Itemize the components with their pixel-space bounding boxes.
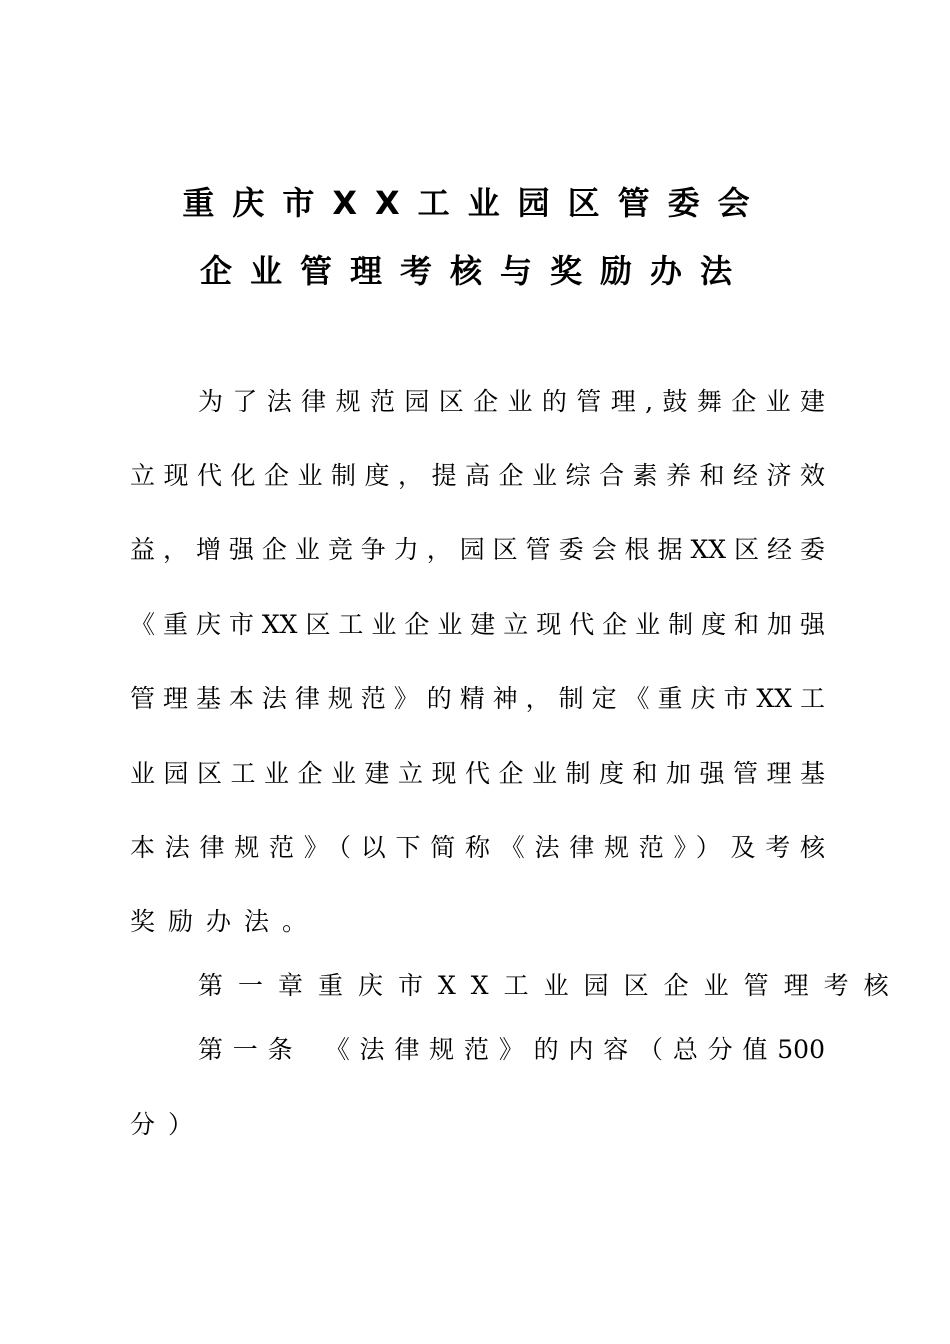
article-line: 分） [130, 1110, 207, 1139]
document-title-line-2: 企业管理考核与奖励办法 [199, 252, 750, 290]
article-line: 第一条 《法律规范》的内容（总分值500 [198, 1035, 825, 1064]
paragraph-line: 为了法律规范园区企业的管理,鼓舞企业建 [198, 387, 825, 416]
paragraph-line: 本法律规范》（以下简称《法律规范》）及考核 [130, 833, 825, 862]
paragraph-line: 益，增强企业竞争力，园区管委会根据XX区经委 [130, 535, 825, 564]
paragraph-line: 业园区工业企业建立现代企业制度和加强管理基 [130, 759, 825, 788]
chapter-heading: 第一章重庆市XX工业园区企业管理考核 [198, 971, 904, 1000]
paragraph-line: 管理基本法律规范》的精神，制定《重庆市XX工 [130, 684, 825, 713]
document-title-line-1: 重庆市XX工业园区管委会 [182, 184, 768, 222]
paragraph-line: 奖励办法。 [130, 907, 321, 936]
paragraph-line: 立现代化企业制度，提高企业综合素养和经济效 [130, 461, 825, 490]
paragraph-line: 《重庆市XX区工业企业建立现代企业制度和加强 [130, 610, 825, 639]
